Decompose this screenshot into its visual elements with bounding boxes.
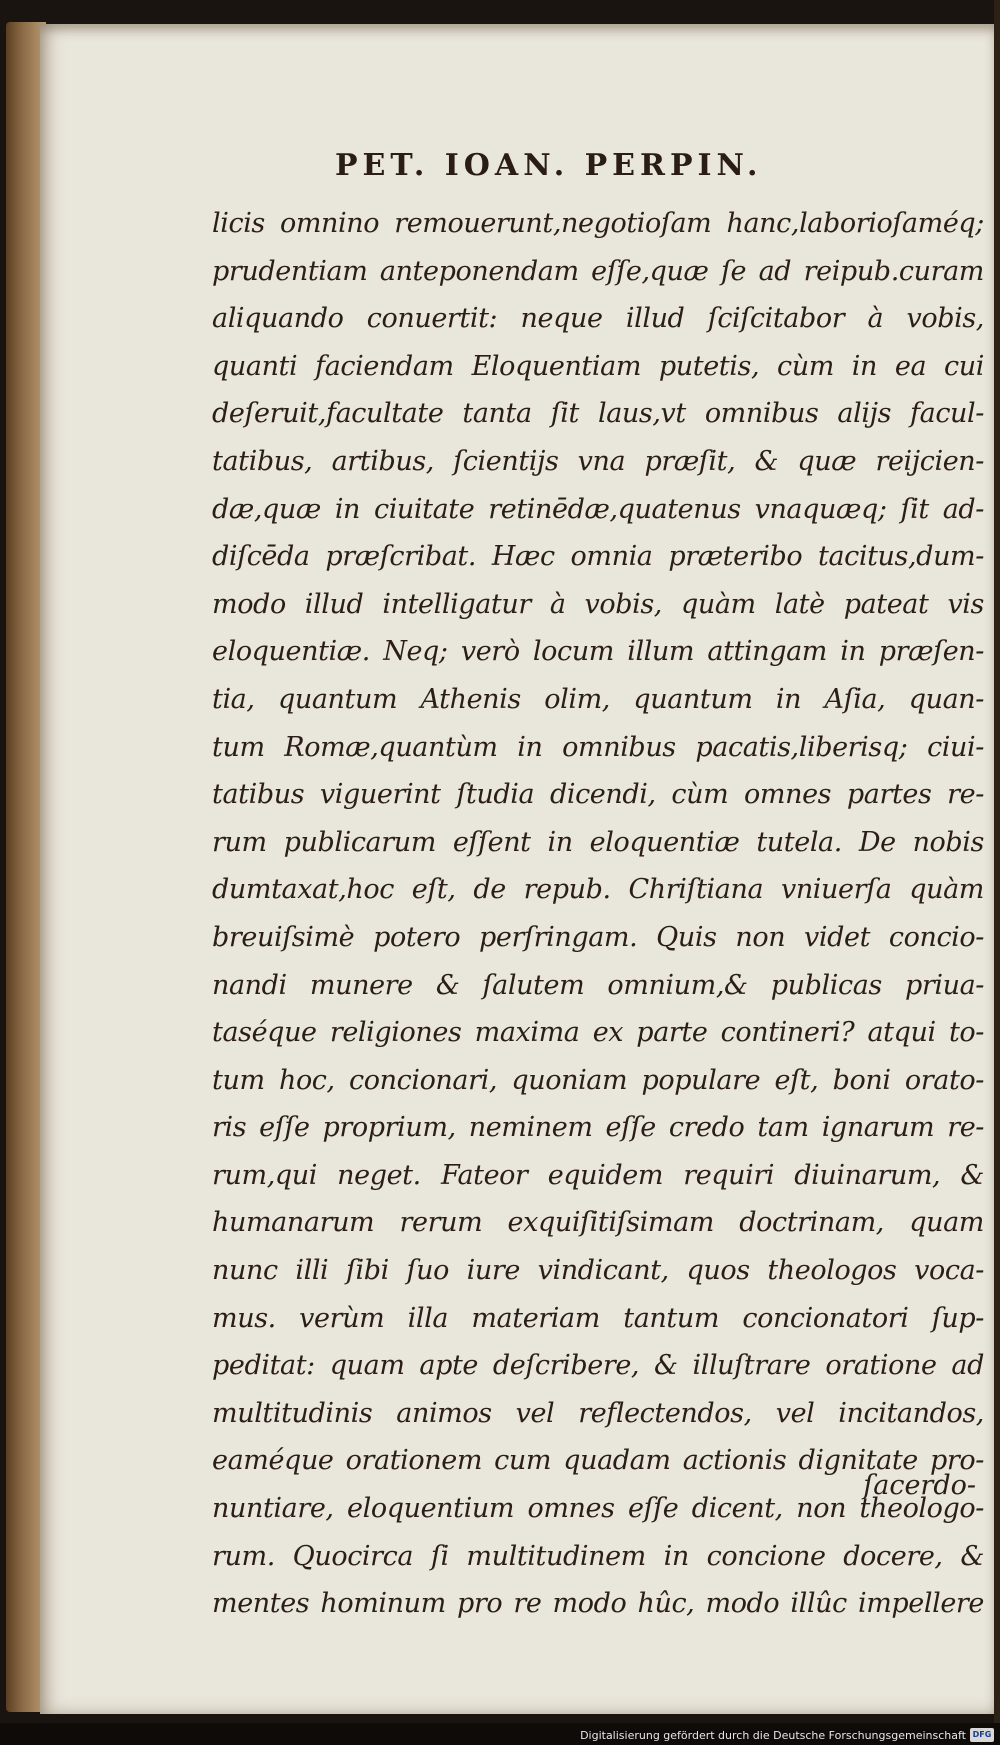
- text-line: taséque religiones maxima ex parte contineri? atqui to-: [212, 1017, 984, 1049]
- text-line: licis omnino remouerunt,negotioſam hanc,laborioſaméq;: [212, 208, 984, 239]
- text-line: quanti faciendam Eloquentiam putetis, cùm in ea cui: [212, 350, 984, 382]
- funding-credit: Digitalisierung gefördert durch die Deutsche Forschungsgemeinschaft: [580, 1729, 966, 1742]
- digitization-footer: [0, 1723, 1000, 1745]
- text-line: nunc illi ſibi ſuo iure vindicant, quos theologos voca-: [212, 1255, 984, 1287]
- text-line: peditat: quam apte deſcribere, & illuſtrare oratione ad: [212, 1350, 984, 1382]
- text-line: rum. Quocirca ſi multitudinem in concione docere, &: [212, 1540, 984, 1572]
- text-line: humanarum rerum exquiſitiſsimam doctrinam, quam: [212, 1207, 984, 1239]
- text-line: deſeruit,facultate tanta ſit laus,vt omnibus alijs facul-: [212, 398, 984, 430]
- text-line: tatibus, artibus, ſcientijs vna præſit, & quæ reijcien-: [212, 445, 984, 477]
- text-line: prudentiam anteponendam eſſe,quæ ſe ad reipub.curam: [212, 255, 984, 287]
- text-line: eloquentiæ. Neq; verò locum illum attingam in præſen-: [212, 636, 984, 668]
- text-line: modo illud intelligatur à vobis, quàm latè pateat vis: [212, 588, 984, 620]
- text-line: tia, quantum Athenis olim, quantum in Aſia, quan-: [212, 683, 984, 715]
- text-line: tum hoc, concionari, quoniam populare eſt, boni orato-: [212, 1064, 984, 1096]
- text-line: aliquando conuertit: neque illud ſciſcitabor à vobis,: [212, 303, 984, 335]
- text-line: diſcēda præſcribat. Hæc omnia præteribo tacitus,dum-: [212, 541, 984, 573]
- catchword: ſacerdo-: [863, 1470, 976, 1501]
- text-line: nandi munere & ſalutem omnium,& publicas priua-: [212, 969, 984, 1001]
- text-line: tum Romæ,quantùm in omnibus pacatis,liberisq; ciui-: [212, 731, 984, 763]
- dfg-logo-icon: DFG: [970, 1728, 994, 1742]
- text-line: eaméque orationem cum quadam actionis dignitate pro-: [212, 1445, 984, 1477]
- text-line: mentes hominum pro re modo hûc, modo illûc impellere: [212, 1588, 984, 1620]
- text-line: rum publicarum eſſent in eloquentiæ tutela. De nobis: [212, 826, 984, 858]
- body-text: [212, 200, 984, 1628]
- text-line: dæ,quæ in ciuitate retinēdæ,quatenus vnaquæq; ſit ad-: [212, 493, 984, 525]
- text-line: tatibus viguerint ſtudia dicendi, cùm omnes partes re-: [212, 779, 984, 811]
- text-line: multitudinis animos vel reflectendos, vel incitandos,: [212, 1397, 984, 1429]
- text-line: nuntiare, eloquentium omnes eſſe dicent, non theologo-: [212, 1493, 984, 1525]
- text-line: dumtaxat,hoc eſt, de repub. Chriſtiana vniuerſa quàm: [212, 874, 984, 906]
- text-line: rum,qui neget. Fateor equidem requiri diuinarum, &: [212, 1159, 984, 1191]
- text-line: ris eſſe proprium, neminem eſſe credo tam ignarum re-: [212, 1112, 984, 1144]
- text-line: breuiſsimè potero perſringam. Quis non videt concio-: [212, 921, 984, 953]
- page-right-shadow: [994, 0, 1000, 1745]
- running-head: PET. IOAN. PERPIN.: [335, 148, 763, 183]
- text-line: mus. verùm illa materiam tantum concionatori ſup-: [212, 1302, 984, 1334]
